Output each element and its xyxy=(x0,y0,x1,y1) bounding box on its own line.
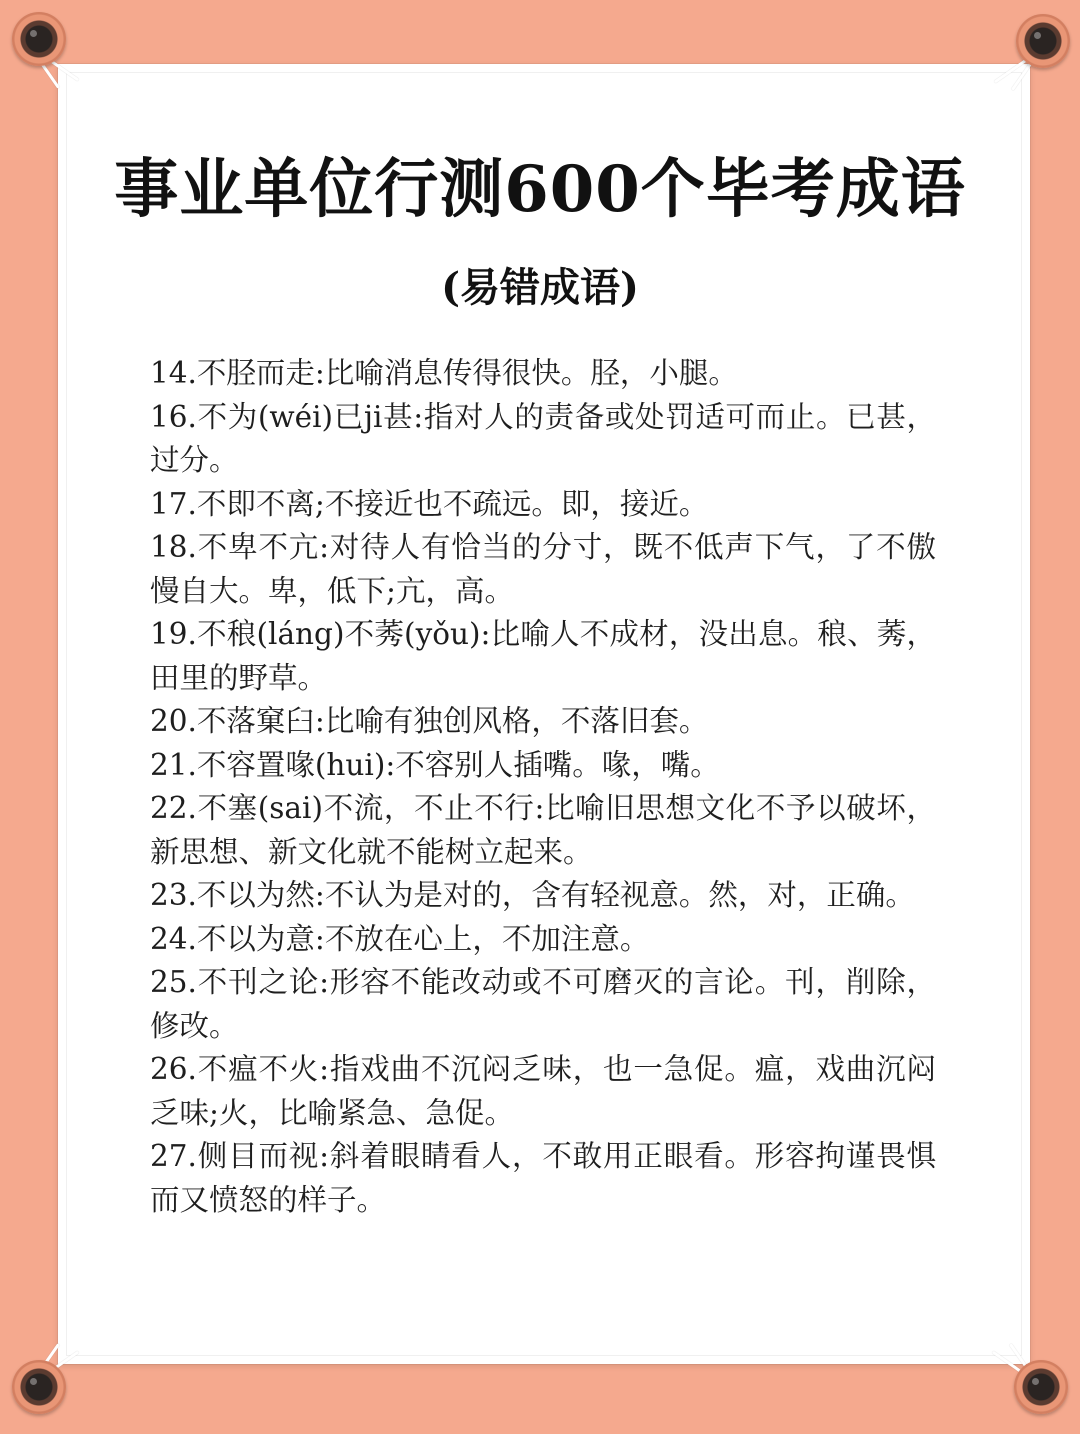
idiom-entry: 16.不为(wéi)已ji甚:指对人的责备或处罚适可而止。已甚，过分。 xyxy=(150,399,936,477)
pushpin-icon xyxy=(12,12,66,66)
idiom-entry: 17.不即不离;不接近也不疏远。即，接近。 xyxy=(150,486,709,521)
idiom-entry: 27.侧目而视:斜着眼睛看人，不敢用正眼看。形容拘谨畏惧而又愤怒的样子。 xyxy=(150,1139,936,1217)
idiom-entry: 18.不卑不亢:对待人有恰当的分寸，既不低声下气，了不傲慢自大。卑，低下;亢，高。 xyxy=(150,530,936,608)
pushpin-icon xyxy=(1014,1360,1068,1414)
idiom-entry: 24.不以为意:不放在心上，不加注意。 xyxy=(150,921,650,956)
idiom-entry: 21.不容置喙(hui):不容别人插嘴。喙，嘴。 xyxy=(150,747,720,782)
idiom-entry: 19.不稂(láng)不莠(yǒu):比喻人不成材，没出息。稂、莠，田里的野草。 xyxy=(150,617,936,695)
page-title: 事业单位行测600个毕考成语 xyxy=(114,152,966,227)
idiom-entry: 26.不瘟不火:指戏曲不沉闷乏味，也一急促。瘟，戏曲沉闷乏味;火，比喻紧急、急促。 xyxy=(150,1052,936,1130)
idiom-list xyxy=(150,352,936,1222)
page-subtitle: (易错成语) xyxy=(441,264,639,311)
idiom-entry: 23.不以为然:不认为是对的，含有轻视意。然，对，正确。 xyxy=(150,878,915,912)
idiom-entry: 20.不落窠臼:比喻有独创风格，不落旧套。 xyxy=(150,704,709,738)
idiom-entry: 14.不胫而走:比喻消息传得很快。胫，小腿。 xyxy=(150,356,738,390)
pushpin-icon xyxy=(1016,14,1070,68)
idiom-entry: 25.不刊之论:形容不能改动或不可磨灭的言论。刊，削除，修改。 xyxy=(150,965,936,1043)
idiom-entry: 22.不塞(sai)不流，不止不行:比喻旧思想文化不予以破坏，新思想、新文化就不能树立起来。 xyxy=(150,791,936,869)
pushpin-icon xyxy=(12,1360,66,1414)
